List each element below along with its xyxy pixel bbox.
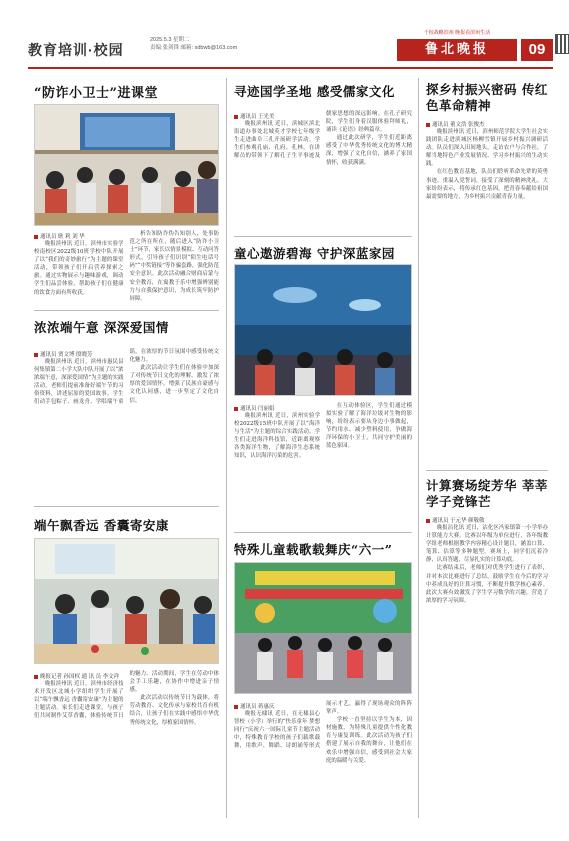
bullet-icon — [34, 353, 38, 357]
bullet-icon — [426, 519, 430, 523]
classroom-photo — [35, 105, 219, 226]
article-title: 探乡村振兴密码 传红色革命精神 — [426, 82, 548, 113]
article-title: 浓浓端午意 深深爱国情 — [34, 320, 169, 335]
article-body: 通过此次研学，学生们近距离感受了中华优秀传统文化的博大精深，增强了文化自信，涵养了家国情怀，收获满满。 — [326, 135, 412, 166]
article-title: 寻迹国学圣地 感受儒家文化 — [234, 84, 395, 99]
article-byline: 通讯员 耿 莉 刘 华 — [34, 232, 124, 240]
article-body: 晚报无棣讯 近日，在无棣县心智校（小学）举行的“快乐童年 梦想同行”庆祝六一国际儿童节主题活动中，特殊教育学校的孩子们载歌载舞，用歌声、舞蹈、诗朗诵等形式展示才艺，赢得了现场观众的阵阵掌声。 — [234, 701, 412, 750]
article-title: 端午飘香远 香囊寄安康 — [34, 518, 169, 533]
qr-code-icon — [555, 34, 569, 54]
article-title: 计算赛场绽芳华 莘莘学子竞锋芒 — [426, 478, 548, 509]
article-body: 晚报滨州讯 近日，滨城区滨北街道办事处北城英才学校七年级学生走进曲阜三孔开展研学活动。学生们参观孔庙、孔府、孔林，在讲解员的带领下了解孔子生平事迹及儒家思想的深远影响。在孔子研究院，学生们身着汉服体验拜师礼，诵读《论语》经典篇章。 — [234, 111, 412, 160]
article-body: 在互动体验区，学生们通过模拟实验了解了海洋垃圾对生物的影响，纷纷表示要从身边小事做起，节约用水、减少塑料使用，争做海洋环保的小卫士，共同守护美丽的蓝色家园。 — [326, 403, 412, 450]
photo-classroom — [34, 104, 219, 226]
article-body: 学校一直坚持以学生为本，因材施教，为特殊儿童提供个性化教育与康复训练。此次活动为孩子们搭建了展示自我的舞台，让他们在欢乐中增强自信，感受到社会大家庭的温暖与关爱。 — [326, 717, 412, 764]
bullet-icon — [34, 235, 38, 239]
article-childrens-day — [234, 540, 412, 558]
article-divider — [34, 310, 219, 311]
bullet-icon — [34, 675, 38, 679]
article-title: “防诈小卫士”进课堂 — [34, 86, 158, 101]
article-anti-fraud-body — [34, 230, 219, 303]
article-title: 童心遨游碧海 守护深蓝家园 — [234, 246, 395, 261]
editor-line: 责编:张剑锋 邮箱: sdbwb@163.com — [150, 45, 238, 51]
article-rural-revival — [426, 82, 548, 201]
article-confucian — [234, 82, 412, 167]
column-divider — [226, 78, 227, 818]
paper-slogan: 千校战略滨州 晚报看滨州生活 — [423, 30, 491, 36]
article-body: 晚报沾化讯 近日，沾化区冯家镇第一小学举办计算能力大赛。比赛以年级为单位进行，各年级教学组老师根据教学内容精心设计题目，涵盖口算、笔算、估算等多种题型。赛场上，同学们沉着冷静，认真答题，尽显扎实的计算功底。 — [426, 525, 548, 564]
article-anti-fraud — [34, 82, 219, 101]
article-byline: 通讯员 闫丽娟 — [234, 404, 320, 412]
article-body: 此次活动让学生们在体验中加深了对传统节日文化的理解，激发了浓厚的爱国情怀，增强了民族自豪感与文化认同感，进一步坚定了文化自信。 — [129, 365, 219, 404]
article-dragon-boat — [34, 318, 219, 407]
article-body: 晚报滨州讯 近日，滨州市经济技术开发区北城小学组织学生开展了以“端午飘香远 香囊寄安康”为主题的主题活动。家长们走进课堂，与孩子们共同制作艾草香囊，体验传统节日的魅力。活动期间，学生在劳动中体会手工乐趣，在协作中增进亲子情感。 — [34, 671, 219, 720]
bullet-icon — [426, 123, 430, 127]
page-header — [28, 30, 553, 66]
bullet-icon — [234, 705, 238, 709]
column-divider — [418, 78, 419, 818]
bullet-icon — [234, 407, 238, 411]
article-body: 在红色教育基地，队员们聆听革命先辈的英勇事迹，重温入党誓词，接受了深刻的精神洗礼。大家纷纷表示，将传承红色基因，把青春奉献给祖国最需要的地方，为乡村振兴贡献青春力量。 — [426, 169, 548, 200]
article-body: 此次活动以传统节日为载体，将劳动教育、文化传承与家校共育有机结合，让孩子们在实践中感悟中华优秀传统文化，厚植家国情怀。 — [129, 695, 219, 726]
page-number: 09 — [521, 39, 553, 61]
photo-ocean-museum — [234, 264, 412, 396]
article-body: 晚报滨州讯 近日，滨州市惠民县何集镇第二小学大队中队开展了以“浓浓端午意，深深爱国情”为主题的实践活动。老师们提前准备好端午节的习俗资料，讲述屈原的爱国故事。学生们动手包粽子、画龙舟、学唱端午童谣，在浓厚的节日氛围中感受传统文化魅力。 — [34, 349, 219, 406]
paper-logo: 鲁北晚报 — [397, 39, 517, 61]
sachet-photo — [35, 539, 219, 664]
issue-meta — [150, 36, 237, 52]
performance-photo — [235, 563, 412, 694]
article-sachet — [34, 516, 219, 534]
photo-sachet-making — [34, 538, 219, 664]
bullet-icon — [234, 115, 238, 119]
article-byline: 通讯员 蒋惠庆 — [234, 702, 320, 710]
article-ocean-body — [234, 402, 412, 461]
article-divider — [234, 236, 412, 237]
article-byline: 通讯员 贾文博 殷晓芳 — [34, 350, 124, 358]
article-body: 晚报滨州讯 近日，滨州实验学校2022级15班中队开展了以“海洋与生活”为主题的综合实践活动。学生们走进海洋科技馆，近距离观察各类海洋生物，了解海洋生态系统知识，认识海洋污染的危害。 — [234, 413, 320, 460]
article-byline: 晚报记者 孙国权 通 讯 员 李文祥 — [34, 672, 124, 680]
article-body: 比赛结束后，老师们对优秀学生进行了表彰，并对本次比赛进行了总结，鼓励学生在今后的学习中养成良好的计算习惯，不断提升数学核心素养。此次大赛有效激发了学生学习数学的兴趣，营造了浓厚的学习氛围。 — [426, 565, 548, 604]
article-sachet-body — [34, 670, 219, 727]
article-math-contest — [426, 478, 548, 605]
article-byline: 通讯员 王光美 — [234, 112, 320, 120]
photo-stage-performance — [234, 562, 412, 694]
ocean-photo — [235, 265, 412, 396]
article-body: 析告知防诈伪告知别人、处事防范之所在所在，随后进入“防诈小卫士”环节，家长以情景模拟、互动问答形式，引导孩子们识别“陌生电话号码”“中奖链接”等诈骗套路，强化防范安全意识。此次活动融合财商启蒙与安全教育，在寓教于乐中增强辨别能力与自我保护意识，为成长筑牢防护屏障。 — [129, 231, 219, 302]
article-body: 晚报滨州讯 近日，滨州师范学院大学生社会实践团队走进滨城区杨柳雪镇开展乡村振兴调研活动。队员们深入田间地头，走访农户与合作社，了解当地特色产业发展情况，学习乡村振兴的生动实践。 — [426, 129, 548, 168]
article-divider — [34, 506, 219, 507]
article-byline: 通讯员 于元华 颜敬敬 — [426, 516, 548, 524]
section-name: 教育培训·校园 — [28, 42, 124, 58]
article-ocean — [234, 244, 412, 262]
article-divider — [426, 470, 548, 471]
issue-date: 2025.5.3 星期二 — [150, 37, 190, 43]
article-title: 特殊儿童载歌载舞庆“六一” — [234, 542, 393, 557]
header-rule — [28, 67, 553, 69]
article-body: 晚报滨州讯 近日，滨州市实验学校南校区2022级10班学校中队开展了以“我们的奇妙旅行”为主题的课堂活动，带领孩子们开启营养探索之旅。通过实物展示与趣味游戏，调动学生们品尝体验，帮助孩子们在健康的饮食方面有所收获。 — [34, 241, 124, 296]
article-childrens-day-body — [234, 700, 412, 765]
article-divider — [234, 532, 412, 533]
article-byline: 通讯员 董文浩 张俊杰 — [426, 120, 548, 128]
